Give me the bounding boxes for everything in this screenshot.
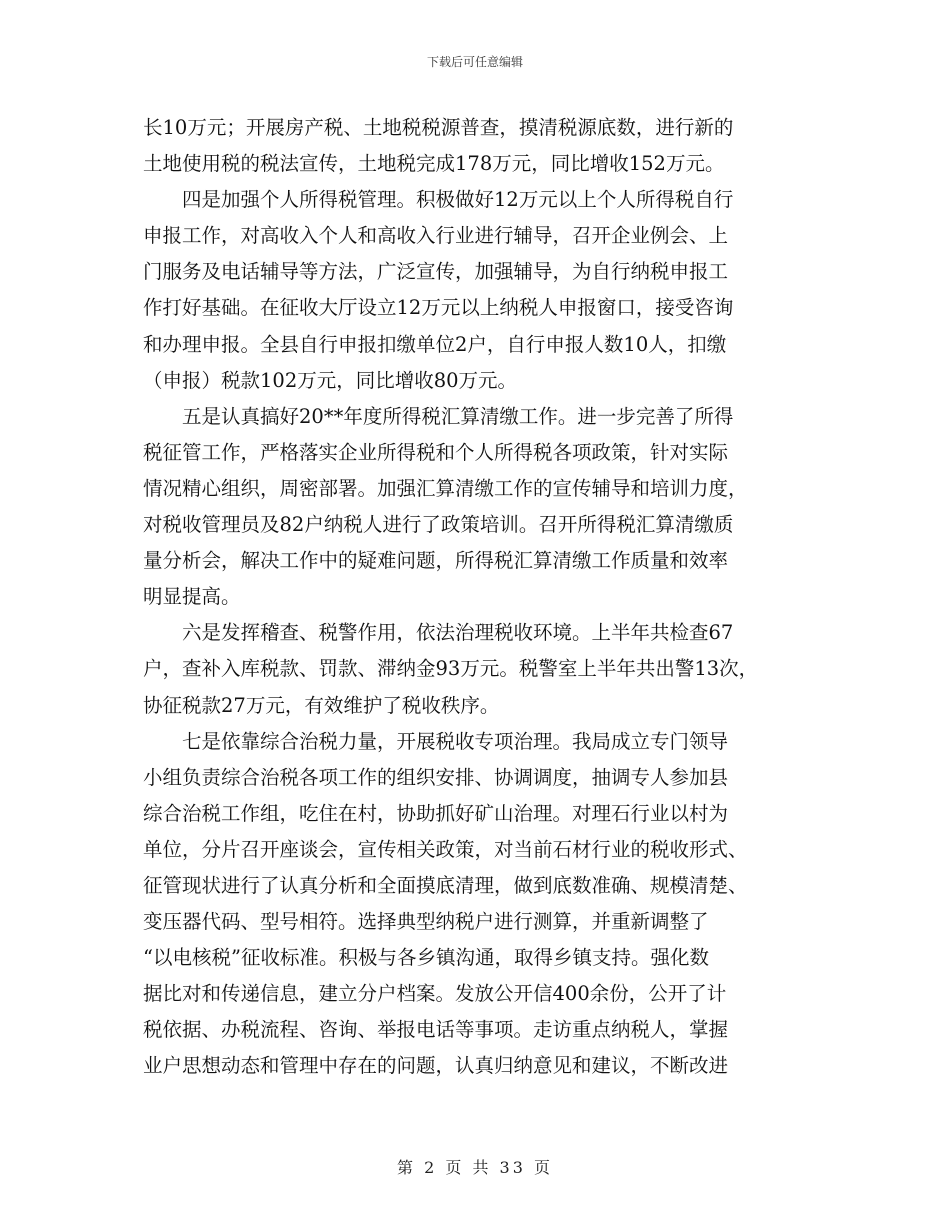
text-line: 长10万元；开展房产税、土地税税源普查，摸清税源底数，进行新的 — [143, 116, 734, 139]
text-line: 申报工作，对高收入个人和高收入行业进行辅导，召开企业例会、上 — [143, 224, 729, 248]
document-body — [143, 110, 808, 1085]
paragraph-first-line: 五是认真搞好20**年度所得税汇算清缴工作。进一步完善了所得 — [182, 404, 734, 428]
text-line: 和办理申报。全县自行申报扣缴单位2户，自行申报人数10人，扣缴 — [143, 332, 727, 356]
paragraph-first-line: 六是发挥稽查、税警作用，依法治理税收环境。上半年共检查67 — [182, 621, 734, 645]
page-header: 下载后可任意编辑 — [426, 55, 523, 69]
paragraph-first-line: 七是依靠综合治税力量，开展税收专项治理。我局成立专门领导 — [182, 729, 729, 753]
text-line: 作打好基础。在征收大厅设立12万元以上纳税人申报窗口，接受咨询 — [143, 296, 734, 320]
text-line: （申报）税款102万元，同比增收80万元。 — [143, 368, 518, 392]
text-line: 门服务及电话辅导等方法，广泛宣传，加强辅导，为自行纳税申报工 — [143, 260, 729, 284]
text-line: 业户思想动态和管理中存在的问题，认真归纳意见和建议，不断改进 — [143, 1054, 729, 1078]
text-line: 对税收管理员及82户纳税人进行了政策培训。召开所得税汇算清缴质 — [143, 513, 734, 537]
text-line: 综合治税工作组，吃住在村，协助抓好矿山治理。对理石行业以村为 — [143, 801, 729, 825]
text-line: 据比对和传递信息，建立分户档案。发放公开信400余份，公开了计 — [143, 982, 727, 1006]
text-line: 变压器代码、型号相符。选择典型纳税户进行测算，并重新调整了 — [143, 910, 709, 934]
text-line: 情况精心组织，周密部署。加强汇算清缴工作的宣传辅导和培训力度， — [143, 476, 748, 500]
text-line: 土地使用税的税法宣传，土地税完成178万元，同比增收152万元。 — [143, 152, 725, 176]
text-line: 协征税款27万元，有效维护了税收秩序。 — [143, 693, 500, 717]
text-line: 量分析会，解决工作中的疑难问题，所得税汇算清缴工作质量和效率 — [143, 549, 729, 573]
page-number-footer: 第 2 页 共 33 页 — [397, 1158, 553, 1177]
text-line: “以电核税”征收标准。积极与各乡镇沟通，取得乡镇支持。强化数 — [143, 946, 709, 970]
text-line: 征管现状进行了认真分析和全面摸底清理，做到底数准确、规模清楚、 — [143, 873, 748, 897]
text-line: 明显提高。 — [143, 585, 241, 609]
text-line: 税征管工作，严格落实企业所得税和个人所得税各项政策，针对实际 — [143, 440, 729, 464]
text-line: 小组负责综合治税各项工作的组织安排、协调调度，抽调专人参加县 — [143, 765, 729, 789]
text-line: 单位，分片召开座谈会，宣传相关政策，对当前石材行业的税收形式、 — [143, 837, 748, 861]
text-line: 税依据、办税流程、咨询、举报电话等事项。走访重点纳税人，掌握 — [143, 1018, 729, 1042]
paragraph-first-line: 四是加强个人所得税管理。积极做好12万元以上个人所得税自行 — [182, 188, 734, 212]
text-line: 户，查补入库税款、罚款、滞纳金93万元。税警室上半年共出警13次， — [143, 657, 759, 681]
